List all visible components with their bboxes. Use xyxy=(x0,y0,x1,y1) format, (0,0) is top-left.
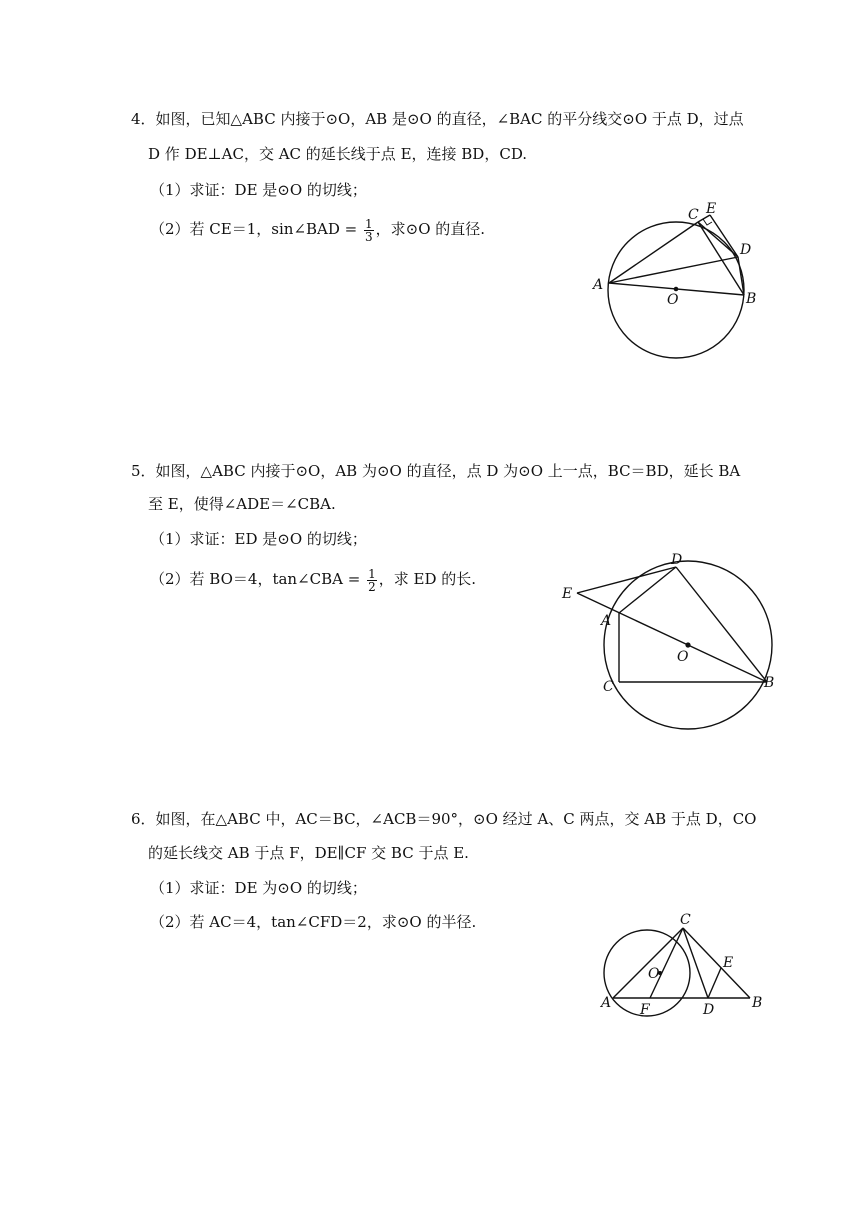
problem-5-number: 5． xyxy=(131,462,156,480)
problem-5-stem-line2: 至 E，使得∠ADE＝∠CBA. xyxy=(148,495,336,513)
right-angle-mark xyxy=(703,219,712,225)
problem-6-number: 6． xyxy=(131,810,156,828)
label-e: E xyxy=(562,586,573,602)
fraction-denominator: 2 xyxy=(368,579,376,594)
label-a: A xyxy=(593,277,604,293)
problem-4-part1: （1）求证：DE 是⊙O 的切线； xyxy=(150,181,367,199)
problem-4-number: 4． xyxy=(131,110,156,128)
label-a: A xyxy=(601,995,612,1011)
problem-4-stem-line1 xyxy=(131,108,744,130)
label-f: F xyxy=(640,1002,650,1018)
label-d: D xyxy=(703,1002,715,1018)
problem-6-stem-text: 如图，在△ABC 中，AC＝BC，∠ACB＝90°，⊙O 经过 A、C 两点，交 AB 于点 D，CO xyxy=(155,810,757,828)
fraction-numerator: 1 xyxy=(368,566,376,581)
label-o: O xyxy=(677,649,689,665)
problem-5-stem-line1 xyxy=(131,460,740,482)
problem-4-figure xyxy=(585,195,775,370)
problem-5-part2 xyxy=(150,567,476,593)
label-c: C xyxy=(680,912,691,928)
fraction-numerator: 1 xyxy=(365,216,373,231)
problem-4-part2-post: ，求⊙O 的直径. xyxy=(375,220,486,238)
label-o: O xyxy=(667,292,679,308)
problem-4-part2 xyxy=(150,217,485,243)
problem-4-part2-pre: （2）若 CE＝1，sin∠BAD = xyxy=(150,220,362,238)
problem-5-stem-text: 如图，△ABC 内接于⊙O，AB 为⊙O 的直径，点 D 为⊙O 上一点，BC＝BD，延长 BA xyxy=(155,462,741,480)
problem-5-part2-pre: （2）若 BO＝4，tan∠CBA = xyxy=(150,570,366,588)
label-b: B xyxy=(764,675,775,691)
label-e: E xyxy=(706,201,717,217)
segment-ac xyxy=(613,928,683,998)
label-o: O xyxy=(648,966,660,982)
label-b: B xyxy=(752,995,763,1011)
problem-5-fraction xyxy=(367,568,377,593)
center-dot xyxy=(685,642,690,647)
problem-6-part2: （2）若 AC＝4，tan∠CFD＝2，求⊙O 的半径. xyxy=(150,913,477,931)
label-c: C xyxy=(688,207,699,223)
label-b: B xyxy=(746,291,757,307)
problem-6-figure xyxy=(595,908,775,1030)
problem-6-part1: （1）求证：DE 为⊙O 的切线； xyxy=(150,879,367,897)
fraction-denominator: 3 xyxy=(365,229,373,244)
label-d: D xyxy=(671,552,683,568)
segment-db xyxy=(676,567,767,682)
segment-cb xyxy=(698,222,744,295)
segment-cf xyxy=(650,928,683,998)
segment-ed xyxy=(577,567,676,593)
segment-cb xyxy=(683,928,750,998)
problem-6-stem-line1 xyxy=(131,808,756,830)
segment-de xyxy=(708,968,721,998)
label-d: D xyxy=(740,242,752,258)
problem-4-stem-text: 如图，已知△ABC 内接于⊙O，AB 是⊙O 的直径，∠BAC 的平分线交⊙O 于点 D，过点 xyxy=(155,110,744,128)
center-dot xyxy=(674,287,679,292)
problem-6-stem-line2: 的延长线交 AB 于点 F，DE∥CF 交 BC 于点 E. xyxy=(148,844,469,862)
problem-4-stem-line2: D 作 DE⊥AC，交 AC 的延长线于点 E，连接 BD，CD. xyxy=(148,145,528,163)
problem-5-figure xyxy=(555,550,785,730)
problem-5-part2-post: ，求 ED 的长. xyxy=(378,570,477,588)
label-e: E xyxy=(723,955,734,971)
problem-5-part1: （1）求证：ED 是⊙O 的切线； xyxy=(150,530,367,548)
problem-4-fraction xyxy=(364,218,374,243)
segment-eb xyxy=(577,593,767,682)
label-c: C xyxy=(603,679,614,695)
label-a: A xyxy=(601,613,612,629)
